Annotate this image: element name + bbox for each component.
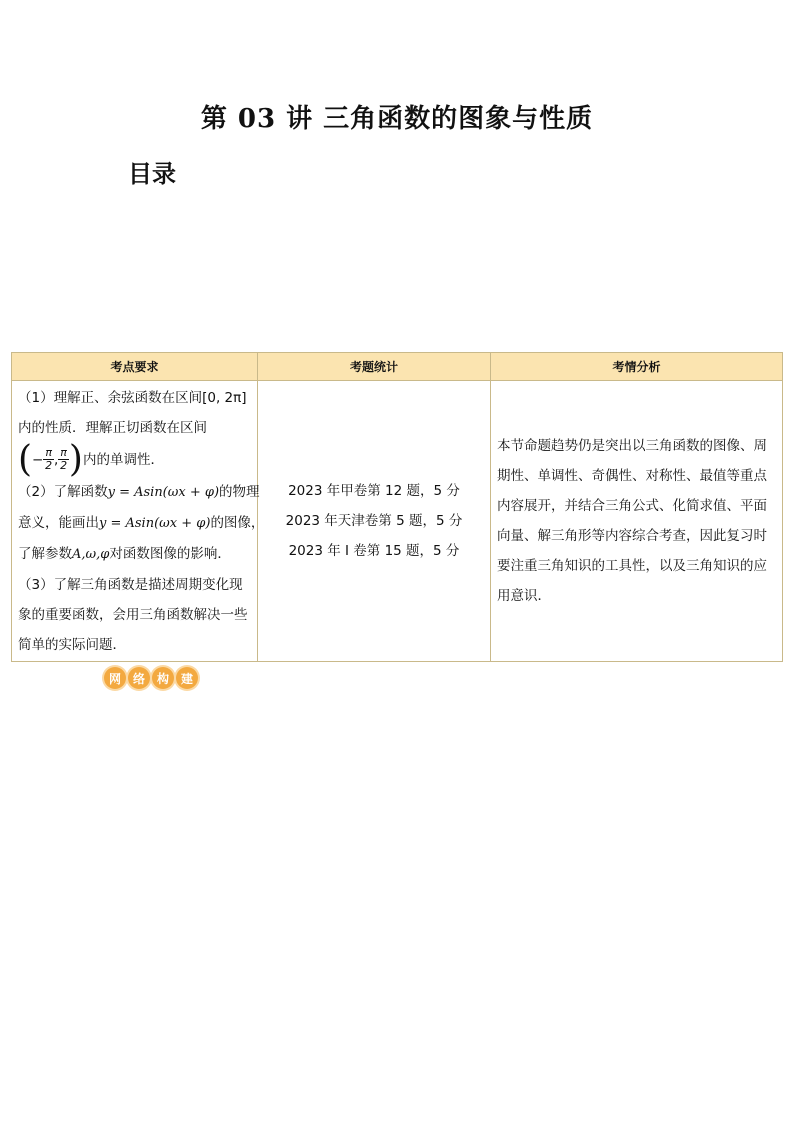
- req-line-fraction: (− $\frac{\pi}{2}$ , $\frac{\pi}{2}$ )内的单调性．: [18, 438, 164, 480]
- stat-item: 2023 年 I 卷第 15 题，5 分: [288, 543, 460, 559]
- fraction: $\frac{\pi}{2}$: [45, 446, 53, 472]
- analysis-cell: 本节命题趋势仍是突出以三角函数的图像、周期性、单调性、奇偶性、对称性、最值等重点内容展开，并结合三角公式、化简求值、平面向量、解三角形等内容综合考查，因此复习时要注重三角知识的工具性，以及三角知识的应用意识．: [491, 381, 783, 662]
- stat-item: 2023 年天津卷第 5 题，5 分: [285, 513, 463, 529]
- requirements-cell: [12, 381, 265, 662]
- badge-char: 网: [104, 667, 126, 689]
- req-line: 象的重要函数，会用三角函数解决一些: [18, 606, 248, 623]
- stat-item: 2023 年甲卷第 12 题，5 分: [288, 483, 460, 499]
- req-line: （1）理解正、余弦函数在区间[0, 2π]: [18, 389, 247, 406]
- req-line: （3）了解三角函数是描述周期变化现: [18, 576, 243, 593]
- table-header-row: [12, 353, 783, 381]
- formula: y = Asin(ωx + φ): [107, 484, 220, 500]
- req-line: 内的性质．理解正切函数在区间: [18, 419, 207, 436]
- formula: y = Asin(ωx + φ): [99, 515, 211, 531]
- req-line: 了解参数A,ω,φ对函数图像的影响．: [18, 545, 231, 562]
- neg-sign: −: [32, 451, 44, 468]
- header-statistics: 考题统计: [258, 353, 491, 381]
- req-line: 简单的实际问题．: [18, 636, 126, 653]
- header-analysis: 考情分析: [491, 353, 783, 381]
- network-badge: [104, 667, 198, 691]
- req-line: （2）了解函数y = Asin(ωx + φ)的物理: [18, 483, 260, 500]
- header-requirements: 考点要求: [12, 353, 258, 381]
- badge-char: 建: [176, 667, 198, 689]
- req-line: 意义，能画出y = Asin(ωx + φ)的图像，: [18, 514, 265, 531]
- formula: A,ω,φ: [72, 546, 110, 562]
- exam-table: [11, 352, 783, 662]
- table-row: [12, 381, 783, 662]
- statistics-cell: [258, 381, 491, 662]
- toc-heading: 目录: [128, 159, 176, 188]
- badge-char: 络: [128, 667, 150, 689]
- badge-char: 构: [152, 667, 174, 689]
- page-title: 第 03 讲 三角函数的图象与性质: [200, 104, 594, 134]
- fraction: $\frac{\pi}{2}$: [60, 446, 68, 472]
